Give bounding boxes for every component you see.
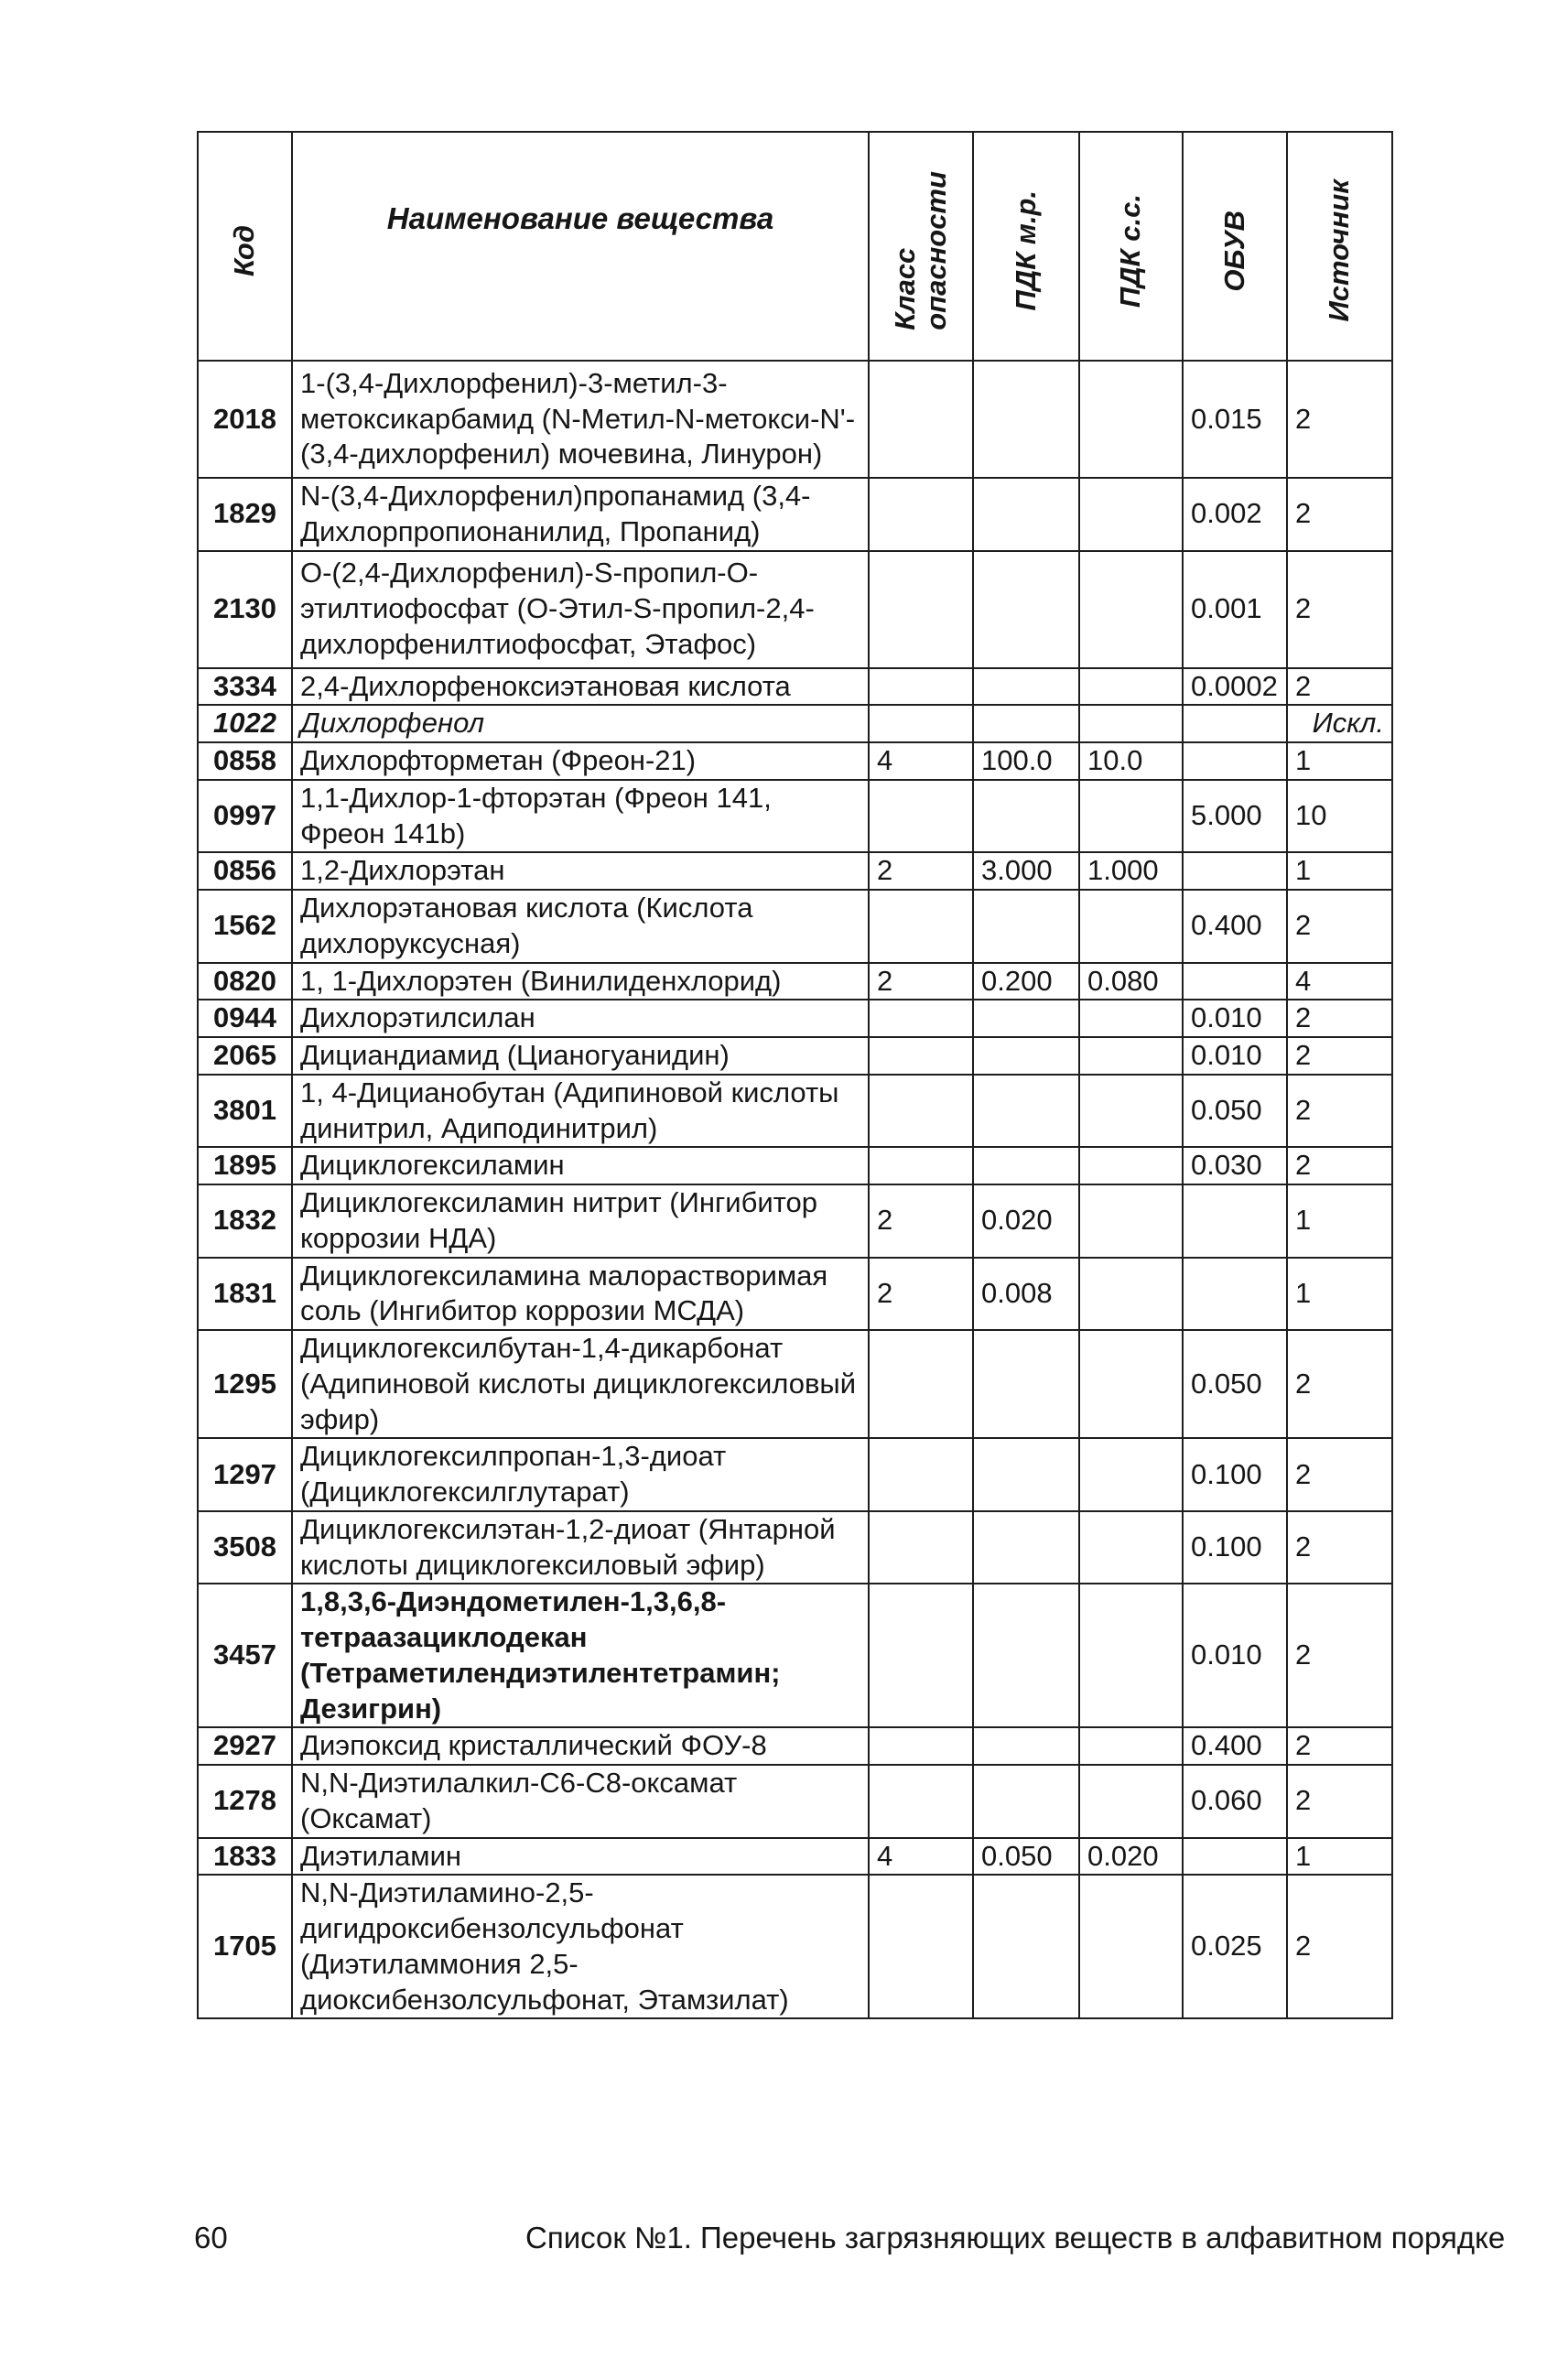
cell-name: Дициклогексиламина малорастворимая соль (Ингибитор коррозии МСДА) <box>292 1258 869 1331</box>
table-row <box>198 1258 1392 1331</box>
cell-pdk-mr <box>973 1511 1079 1584</box>
table-row <box>198 1727 1392 1765</box>
column-header-pdk-mr: ПДК м.р. <box>973 132 1079 361</box>
cell-pdk-ss <box>1079 668 1183 706</box>
cell-name: Дихлорэтилсилан <box>292 1000 869 1037</box>
cell-code: 3334 <box>198 668 292 706</box>
cell-pdk-ss <box>1079 1037 1183 1075</box>
cell-name: O-(2,4-Дихлорфенил)-S-пропил-O-этилтиофосфат (O-Этил-S-пропил-2,4-дихлорфенилтиофосфат, Этафос) <box>292 551 869 668</box>
cell-source: 2 <box>1287 890 1392 963</box>
cell-pdk-ss <box>1079 1184 1183 1258</box>
cell-code: 1831 <box>198 1258 292 1331</box>
cell-hazard-class <box>869 1765 973 1838</box>
cell-source: 2 <box>1287 1438 1392 1511</box>
cell-code: 3801 <box>198 1075 292 1148</box>
cell-source: 2 <box>1287 1727 1392 1765</box>
table-row <box>198 890 1392 963</box>
cell-obuv: 0.060 <box>1183 1765 1287 1838</box>
cell-source: 2 <box>1287 1765 1392 1838</box>
cell-name: Дициклогексилэтан-1,2-диоат (Янтарной кислоты дициклогексиловый эфир) <box>292 1511 869 1584</box>
page-caption: Список №1. Перечень загрязняющих веществ в алфавитном порядке <box>525 2221 1506 2255</box>
table-row <box>198 742 1392 780</box>
cell-obuv: 0.010 <box>1183 1037 1287 1075</box>
cell-pdk-ss <box>1079 361 1183 478</box>
cell-name: Диэпоксид кристаллический ФОУ-8 <box>292 1727 869 1765</box>
cell-pdk-ss <box>1079 1147 1183 1184</box>
cell-hazard-class <box>869 1584 973 1727</box>
cell-pdk-ss <box>1079 1875 1183 2018</box>
table-row <box>198 1838 1392 1876</box>
cell-pdk-mr: 0.050 <box>973 1838 1079 1876</box>
cell-pdk-mr <box>973 890 1079 963</box>
table-row <box>198 1184 1392 1258</box>
cell-pdk-ss <box>1079 1584 1183 1727</box>
cell-obuv: 0.100 <box>1183 1511 1287 1584</box>
table-row <box>198 1765 1392 1838</box>
cell-name: N,N-Диэтиламино-2,5-дигидроксибензолсульфонат (Диэтиламмония 2,5-диоксибензолсульфонат, Этамзилат) <box>292 1875 869 2018</box>
cell-pdk-mr: 0.020 <box>973 1184 1079 1258</box>
cell-source: 2 <box>1287 1584 1392 1727</box>
table-row <box>198 1584 1392 1727</box>
page-number: 60 <box>194 2221 228 2255</box>
cell-code: 0997 <box>198 780 292 853</box>
cell-hazard-class <box>869 1147 973 1184</box>
cell-name: 1,8,3,6-Диэндометилен-1,3,6,8-тетраазациклодекан (Тетраметилендиэтилентетрамин; Дезигрин) <box>292 1584 869 1727</box>
cell-source: 1 <box>1287 1258 1392 1331</box>
cell-code: 3457 <box>198 1584 292 1727</box>
table-row <box>198 1075 1392 1148</box>
cell-pdk-mr <box>973 705 1079 742</box>
cell-source: 2 <box>1287 1075 1392 1148</box>
cell-hazard-class: 2 <box>869 963 973 1000</box>
cell-hazard-class <box>869 1438 973 1511</box>
cell-name: 1,2-Дихлорэтан <box>292 852 869 890</box>
cell-source: 2 <box>1287 1037 1392 1075</box>
cell-obuv: 0.050 <box>1183 1075 1287 1148</box>
cell-hazard-class <box>869 705 973 742</box>
cell-source: 2 <box>1287 361 1392 478</box>
column-header-pdk-ss: ПДК с.с. <box>1079 132 1183 361</box>
table-row <box>198 963 1392 1000</box>
cell-obuv: 0.030 <box>1183 1147 1287 1184</box>
cell-name: Дициандиамид (Цианогуанидин) <box>292 1037 869 1075</box>
cell-code: 1297 <box>198 1438 292 1511</box>
table-row <box>198 1438 1392 1511</box>
cell-obuv: 0.0002 <box>1183 668 1287 706</box>
cell-pdk-ss <box>1079 780 1183 853</box>
cell-hazard-class <box>869 478 973 551</box>
cell-obuv: 0.400 <box>1183 1727 1287 1765</box>
cell-pdk-ss <box>1079 1000 1183 1037</box>
cell-name: 1-(3,4-Дихлорфенил)-3-метил-3-метоксикарбамид (N-Метил-N-метокси-N'-(3,4-дихлорфенил) мочевина, Линурон) <box>292 361 869 478</box>
cell-name: 1,1-Дихлор-1-фторэтан (Фреон 141, Фреон 141b) <box>292 780 869 853</box>
cell-pdk-mr <box>973 551 1079 668</box>
cell-hazard-class <box>869 361 973 478</box>
column-header-obuv: ОБУВ <box>1183 132 1287 361</box>
cell-obuv <box>1183 1258 1287 1331</box>
cell-pdk-mr <box>973 668 1079 706</box>
cell-hazard-class <box>869 551 973 668</box>
cell-pdk-ss: 10.0 <box>1079 742 1183 780</box>
cell-obuv: 0.010 <box>1183 1584 1287 1727</box>
table-row <box>198 478 1392 551</box>
cell-obuv <box>1183 1838 1287 1876</box>
cell-pdk-mr <box>973 1000 1079 1037</box>
cell-hazard-class <box>869 780 973 853</box>
cell-hazard-class <box>869 890 973 963</box>
cell-source: 2 <box>1287 1875 1392 2018</box>
table-row <box>198 668 1392 706</box>
column-header-code: Код <box>198 132 292 361</box>
cell-hazard-class <box>869 1037 973 1075</box>
cell-obuv: 0.025 <box>1183 1875 1287 2018</box>
cell-hazard-class <box>869 1511 973 1584</box>
cell-source: 1 <box>1287 852 1392 890</box>
table-row <box>198 1875 1392 2018</box>
cell-hazard-class <box>869 1727 973 1765</box>
cell-pdk-mr <box>973 1875 1079 2018</box>
cell-hazard-class <box>869 1000 973 1037</box>
cell-source: 1 <box>1287 1184 1392 1258</box>
cell-obuv <box>1183 705 1287 742</box>
cell-hazard-class <box>869 668 973 706</box>
cell-pdk-ss: 1.000 <box>1079 852 1183 890</box>
cell-code: 0944 <box>198 1000 292 1037</box>
cell-name: N,N-Диэтилалкил-C6-C8-оксамат (Оксамат) <box>292 1765 869 1838</box>
cell-hazard-class <box>869 1330 973 1438</box>
cell-source: Искл. <box>1287 705 1392 742</box>
cell-code: 1832 <box>198 1184 292 1258</box>
cell-pdk-mr: 3.000 <box>973 852 1079 890</box>
cell-hazard-class: 4 <box>869 1838 973 1876</box>
cell-pdk-ss <box>1079 1075 1183 1148</box>
cell-obuv: 5.000 <box>1183 780 1287 853</box>
cell-source: 2 <box>1287 1511 1392 1584</box>
cell-name: Дихлорфенол <box>292 705 869 742</box>
cell-pdk-ss <box>1079 1438 1183 1511</box>
cell-code: 0858 <box>198 742 292 780</box>
cell-pdk-ss: 0.080 <box>1079 963 1183 1000</box>
table-row <box>198 1037 1392 1075</box>
cell-pdk-ss <box>1079 1765 1183 1838</box>
cell-obuv: 0.002 <box>1183 478 1287 551</box>
cell-hazard-class: 2 <box>869 852 973 890</box>
cell-pdk-ss <box>1079 551 1183 668</box>
cell-source: 10 <box>1287 780 1392 853</box>
cell-name: Дициклогексиламин нитрит (Ингибитор коррозии НДА) <box>292 1184 869 1258</box>
cell-source: 2 <box>1287 1147 1392 1184</box>
table-row <box>198 1330 1392 1438</box>
cell-name: N-(3,4-Дихлорфенил)пропанамид (3,4-Дихлорпропионанилид, Пропанид) <box>292 478 869 551</box>
cell-code: 0856 <box>198 852 292 890</box>
cell-obuv <box>1183 1184 1287 1258</box>
table-row <box>198 1000 1392 1037</box>
cell-pdk-mr <box>973 1438 1079 1511</box>
cell-pdk-ss <box>1079 1727 1183 1765</box>
cell-source: 2 <box>1287 1330 1392 1438</box>
cell-pdk-ss <box>1079 890 1183 963</box>
cell-pdk-mr <box>973 1727 1079 1765</box>
cell-code: 2927 <box>198 1727 292 1765</box>
cell-pdk-mr <box>973 1584 1079 1727</box>
cell-name: Дихлорэтановая кислота (Кислота дихлоруксусная) <box>292 890 869 963</box>
cell-obuv: 0.400 <box>1183 890 1287 963</box>
table-row <box>198 361 1392 478</box>
cell-pdk-mr: 0.200 <box>973 963 1079 1000</box>
cell-pdk-mr: 100.0 <box>973 742 1079 780</box>
cell-code: 2018 <box>198 361 292 478</box>
cell-pdk-ss <box>1079 1511 1183 1584</box>
cell-obuv: 0.001 <box>1183 551 1287 668</box>
cell-code: 3508 <box>198 1511 292 1584</box>
cell-source: 1 <box>1287 1838 1392 1876</box>
cell-pdk-ss <box>1079 478 1183 551</box>
table-header-row <box>198 132 1392 361</box>
cell-pdk-ss <box>1079 1258 1183 1331</box>
cell-obuv <box>1183 963 1287 1000</box>
cell-name: Дихлорфторметан (Фреон-21) <box>292 742 869 780</box>
cell-obuv: 0.100 <box>1183 1438 1287 1511</box>
table-row <box>198 551 1392 668</box>
cell-code: 1705 <box>198 1875 292 2018</box>
cell-code: 1295 <box>198 1330 292 1438</box>
table-row <box>198 705 1392 742</box>
cell-code: 0820 <box>198 963 292 1000</box>
cell-pdk-mr <box>973 1330 1079 1438</box>
cell-name: 2,4-Дихлорфеноксиэтановая кислота <box>292 668 869 706</box>
cell-hazard-class <box>869 1875 973 2018</box>
cell-name: Дициклогексилбутан-1,4-дикарбонат (Адипиновой кислоты дициклогексиловый эфир) <box>292 1330 869 1438</box>
cell-source: 4 <box>1287 963 1392 1000</box>
table-row <box>198 1147 1392 1184</box>
cell-code: 2065 <box>198 1037 292 1075</box>
table-row <box>198 1511 1392 1584</box>
cell-pdk-mr <box>973 1075 1079 1148</box>
cell-pdk-mr <box>973 1037 1079 1075</box>
cell-code: 1895 <box>198 1147 292 1184</box>
column-header-name: Наименование вещества <box>292 132 869 361</box>
cell-pdk-mr: 0.008 <box>973 1258 1079 1331</box>
cell-hazard-class: 2 <box>869 1184 973 1258</box>
cell-pdk-ss: 0.020 <box>1079 1838 1183 1876</box>
cell-code: 1278 <box>198 1765 292 1838</box>
column-header-hazard-class: Класс опасности <box>869 132 973 361</box>
cell-source: 2 <box>1287 1000 1392 1037</box>
cell-pdk-ss <box>1079 705 1183 742</box>
cell-name: Дициклогексиламин <box>292 1147 869 1184</box>
table-row <box>198 852 1392 890</box>
cell-code: 1562 <box>198 890 292 963</box>
pollutant-table <box>197 131 1393 2019</box>
cell-obuv: 0.015 <box>1183 361 1287 478</box>
cell-hazard-class <box>869 1075 973 1148</box>
cell-name: 1, 4-Дицианобутан (Адипиновой кислоты динитрил, Адиподинитрил) <box>292 1075 869 1148</box>
cell-code: 2130 <box>198 551 292 668</box>
cell-source: 2 <box>1287 551 1392 668</box>
cell-hazard-class: 2 <box>869 1258 973 1331</box>
table-row <box>198 780 1392 853</box>
cell-hazard-class: 4 <box>869 742 973 780</box>
cell-source: 2 <box>1287 668 1392 706</box>
cell-pdk-ss <box>1079 1330 1183 1438</box>
cell-code: 1833 <box>198 1838 292 1876</box>
table-body <box>198 361 1392 2018</box>
cell-name: Диэтиламин <box>292 1838 869 1876</box>
cell-source: 2 <box>1287 478 1392 551</box>
cell-pdk-mr <box>973 1147 1079 1184</box>
cell-source: 1 <box>1287 742 1392 780</box>
cell-pdk-mr <box>973 780 1079 853</box>
cell-obuv <box>1183 742 1287 780</box>
cell-code: 1022 <box>198 705 292 742</box>
cell-pdk-mr <box>973 361 1079 478</box>
cell-pdk-mr <box>973 478 1079 551</box>
cell-code: 1829 <box>198 478 292 551</box>
cell-pdk-mr <box>973 1765 1079 1838</box>
column-header-source: Источник <box>1287 132 1392 361</box>
cell-obuv: 0.050 <box>1183 1330 1287 1438</box>
cell-name: 1, 1-Дихлорэтен (Винилиденхлорид) <box>292 963 869 1000</box>
cell-obuv: 0.010 <box>1183 1000 1287 1037</box>
cell-obuv <box>1183 852 1287 890</box>
cell-name: Дициклогексилпропан-1,3-диоат (Дициклогексилглутарат) <box>292 1438 869 1511</box>
